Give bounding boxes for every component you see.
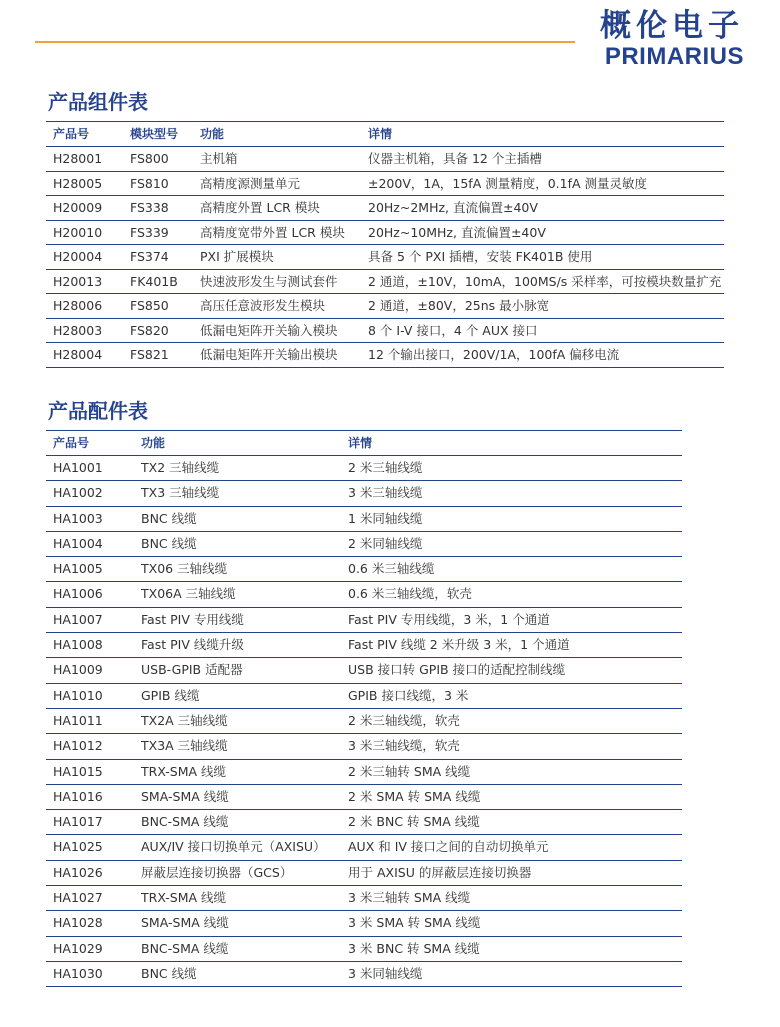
details-cell: 2 米三轴转 SMA 线缆 xyxy=(341,759,682,784)
table-row xyxy=(46,220,724,245)
product-no-cell: HA1028 xyxy=(46,911,134,936)
table-row xyxy=(46,531,682,556)
table-row xyxy=(46,759,682,784)
module-model-cell: FS374 xyxy=(123,245,193,270)
function-cell: 高精度源测量单元 xyxy=(193,171,361,196)
function-cell: TX06A 三轴线缆 xyxy=(134,582,341,607)
table-row xyxy=(46,961,682,986)
details-cell: 3 米同轴线缆 xyxy=(341,961,682,986)
table-row xyxy=(46,481,682,506)
function-cell: TX2 三轴线缆 xyxy=(134,456,341,481)
table-row xyxy=(46,147,724,172)
function-cell: Fast PIV 专用线缆 xyxy=(134,607,341,632)
details-cell: GPIB 接口线缆，3 米 xyxy=(341,683,682,708)
table-row xyxy=(46,343,724,368)
table-row xyxy=(46,683,682,708)
function-cell: TX06 三轴线缆 xyxy=(134,557,341,582)
table-row xyxy=(46,294,724,319)
product-no-cell: HA1029 xyxy=(46,936,134,961)
function-cell: PXI 扩展模块 xyxy=(193,245,361,270)
details-cell: Fast PIV 专用线缆，3 米，1 个通道 xyxy=(341,607,682,632)
table-row xyxy=(46,506,682,531)
table-row xyxy=(46,196,724,221)
function-cell: TX3A 三轴线缆 xyxy=(134,734,341,759)
product-no-cell: HA1016 xyxy=(46,784,134,809)
details-cell: 8 个 I-V 接口，4 个 AUX 接口 xyxy=(361,318,724,343)
table-row xyxy=(46,658,682,683)
function-cell: 高精度宽带外置 LCR 模块 xyxy=(193,220,361,245)
function-cell: BNC 线缆 xyxy=(134,531,341,556)
function-cell: 高精度外置 LCR 模块 xyxy=(193,196,361,221)
function-cell: 快速波形发生与测试套件 xyxy=(193,269,361,294)
col-details: 详情 xyxy=(361,122,724,147)
accessories-header-row xyxy=(46,431,682,456)
module-model-cell: FS800 xyxy=(123,147,193,172)
details-cell: 0.6 米三轴线缆 xyxy=(341,557,682,582)
col-function: 功能 xyxy=(193,122,361,147)
accessories-table-body xyxy=(46,456,682,987)
col-product-no: 产品号 xyxy=(46,431,134,456)
function-cell: 高压任意波形发生模块 xyxy=(193,294,361,319)
table-row xyxy=(46,245,724,270)
module-model-cell: FS339 xyxy=(123,220,193,245)
product-no-cell: HA1001 xyxy=(46,456,134,481)
function-cell: SMA-SMA 线缆 xyxy=(134,911,341,936)
product-no-cell: HA1010 xyxy=(46,683,134,708)
function-cell: SMA-SMA 线缆 xyxy=(134,784,341,809)
details-cell: ±200V，1A，15fA 测量精度，0.1fA 测量灵敏度 xyxy=(361,171,724,196)
brand-logo xyxy=(600,8,744,70)
function-cell: TRX-SMA 线缆 xyxy=(134,759,341,784)
product-no-cell: HA1006 xyxy=(46,582,134,607)
product-no-cell: HA1012 xyxy=(46,734,134,759)
table-row xyxy=(46,886,682,911)
product-no-cell: HA1007 xyxy=(46,607,134,632)
product-no-cell: H20004 xyxy=(46,245,123,270)
details-cell: 3 米三轴线缆，软壳 xyxy=(341,734,682,759)
col-details: 详情 xyxy=(341,431,682,456)
function-cell: AUX/IV 接口切换单元（AXISU） xyxy=(134,835,341,860)
accessories-title: 产品配件表 xyxy=(48,399,148,423)
product-no-cell: H28003 xyxy=(46,318,123,343)
product-no-cell: H20013 xyxy=(46,269,123,294)
details-cell: 3 米 BNC 转 SMA 线缆 xyxy=(341,936,682,961)
module-model-cell: FK401B xyxy=(123,269,193,294)
function-cell: BNC-SMA 线缆 xyxy=(134,936,341,961)
product-no-cell: HA1026 xyxy=(46,860,134,885)
function-cell: 低漏电矩阵开关输出模块 xyxy=(193,343,361,368)
table-row xyxy=(46,607,682,632)
function-cell: TX3 三轴线缆 xyxy=(134,481,341,506)
product-no-cell: H28004 xyxy=(46,343,123,368)
details-cell: 3 米 SMA 转 SMA 线缆 xyxy=(341,911,682,936)
table-row xyxy=(46,911,682,936)
brand-name-en: PRIMARIUS xyxy=(604,43,744,70)
module-model-cell: FS821 xyxy=(123,343,193,368)
table-row xyxy=(46,269,724,294)
details-cell: USB 接口转 GPIB 接口的适配控制线缆 xyxy=(341,658,682,683)
table-row xyxy=(46,784,682,809)
product-no-cell: HA1015 xyxy=(46,759,134,784)
function-cell: TX2A 三轴线缆 xyxy=(134,708,341,733)
function-cell: BNC 线缆 xyxy=(134,506,341,531)
product-no-cell: H28006 xyxy=(46,294,123,319)
details-cell: 仪器主机箱，具备 12 个主插槽 xyxy=(361,147,724,172)
details-cell: 20Hz~10MHz, 直流偏置±40V xyxy=(361,220,724,245)
col-product-no: 产品号 xyxy=(46,122,123,147)
module-model-cell: FS820 xyxy=(123,318,193,343)
module-model-cell: FS850 xyxy=(123,294,193,319)
table-row xyxy=(46,810,682,835)
table-row xyxy=(46,582,682,607)
product-no-cell: HA1002 xyxy=(46,481,134,506)
function-cell: 低漏电矩阵开关输入模块 xyxy=(193,318,361,343)
product-no-cell: HA1005 xyxy=(46,557,134,582)
details-cell: 2 米同轴线缆 xyxy=(341,531,682,556)
details-cell: 用于 AXISU 的屏蔽层连接切换器 xyxy=(341,860,682,885)
product-no-cell: HA1003 xyxy=(46,506,134,531)
table-row xyxy=(46,171,724,196)
col-module-model: 模块型号 xyxy=(123,122,193,147)
details-cell: 2 米 SMA 转 SMA 线缆 xyxy=(341,784,682,809)
product-no-cell: HA1004 xyxy=(46,531,134,556)
table-row xyxy=(46,456,682,481)
details-cell: 0.6 米三轴线缆，软壳 xyxy=(341,582,682,607)
table-row xyxy=(46,835,682,860)
details-cell: 1 米同轴线缆 xyxy=(341,506,682,531)
product-no-cell: H20009 xyxy=(46,196,123,221)
table-row xyxy=(46,557,682,582)
details-cell: AUX 和 IV 接口之间的自动切换单元 xyxy=(341,835,682,860)
table-row xyxy=(46,936,682,961)
function-cell: TRX-SMA 线缆 xyxy=(134,886,341,911)
table-row xyxy=(46,318,724,343)
function-cell: USB-GPIB 适配器 xyxy=(134,658,341,683)
product-no-cell: H20010 xyxy=(46,220,123,245)
details-cell: 2 米 BNC 转 SMA 线缆 xyxy=(341,810,682,835)
module-model-cell: FS810 xyxy=(123,171,193,196)
table-row xyxy=(46,860,682,885)
product-no-cell: HA1008 xyxy=(46,633,134,658)
product-no-cell: HA1011 xyxy=(46,708,134,733)
header-rule xyxy=(35,41,575,43)
function-cell: GPIB 线缆 xyxy=(134,683,341,708)
product-no-cell: HA1027 xyxy=(46,886,134,911)
details-cell: 2 通道，±80V，25ns 最小脉宽 xyxy=(361,294,724,319)
function-cell: Fast PIV 线缆升级 xyxy=(134,633,341,658)
product-no-cell: HA1025 xyxy=(46,835,134,860)
brand-name-cn: 概伦电子 xyxy=(600,8,744,44)
details-cell: 2 通道，±10V，10mA，100MS/s 采样率，可按模块数量扩充 xyxy=(361,269,724,294)
function-cell: 主机箱 xyxy=(193,147,361,172)
details-cell: 2 米三轴线缆 xyxy=(341,456,682,481)
table-row xyxy=(46,734,682,759)
details-cell: 具备 5 个 PXI 插槽，安装 FK401B 使用 xyxy=(361,245,724,270)
function-cell: BNC-SMA 线缆 xyxy=(134,810,341,835)
table-row xyxy=(46,633,682,658)
function-cell: 屏蔽层连接切换器（GCS） xyxy=(134,860,341,885)
details-cell: 3 米三轴转 SMA 线缆 xyxy=(341,886,682,911)
details-cell: 20Hz~2MHz, 直流偏置±40V xyxy=(361,196,724,221)
product-no-cell: HA1009 xyxy=(46,658,134,683)
product-no-cell: H28005 xyxy=(46,171,123,196)
product-no-cell: H28001 xyxy=(46,147,123,172)
module-model-cell: FS338 xyxy=(123,196,193,221)
table-row xyxy=(46,708,682,733)
product-no-cell: HA1030 xyxy=(46,961,134,986)
function-cell: BNC 线缆 xyxy=(134,961,341,986)
components-table-body xyxy=(46,147,724,368)
details-cell: Fast PIV 线缆 2 米升级 3 米，1 个通道 xyxy=(341,633,682,658)
col-function: 功能 xyxy=(134,431,341,456)
details-cell: 2 米三轴线缆，软壳 xyxy=(341,708,682,733)
product-no-cell: HA1017 xyxy=(46,810,134,835)
components-title: 产品组件表 xyxy=(48,90,148,114)
details-cell: 12 个输出接口，200V/1A，100fA 偏移电流 xyxy=(361,343,724,368)
details-cell: 3 米三轴线缆 xyxy=(341,481,682,506)
accessories-table xyxy=(46,430,682,987)
components-table xyxy=(46,121,724,368)
components-header-row xyxy=(46,122,724,147)
